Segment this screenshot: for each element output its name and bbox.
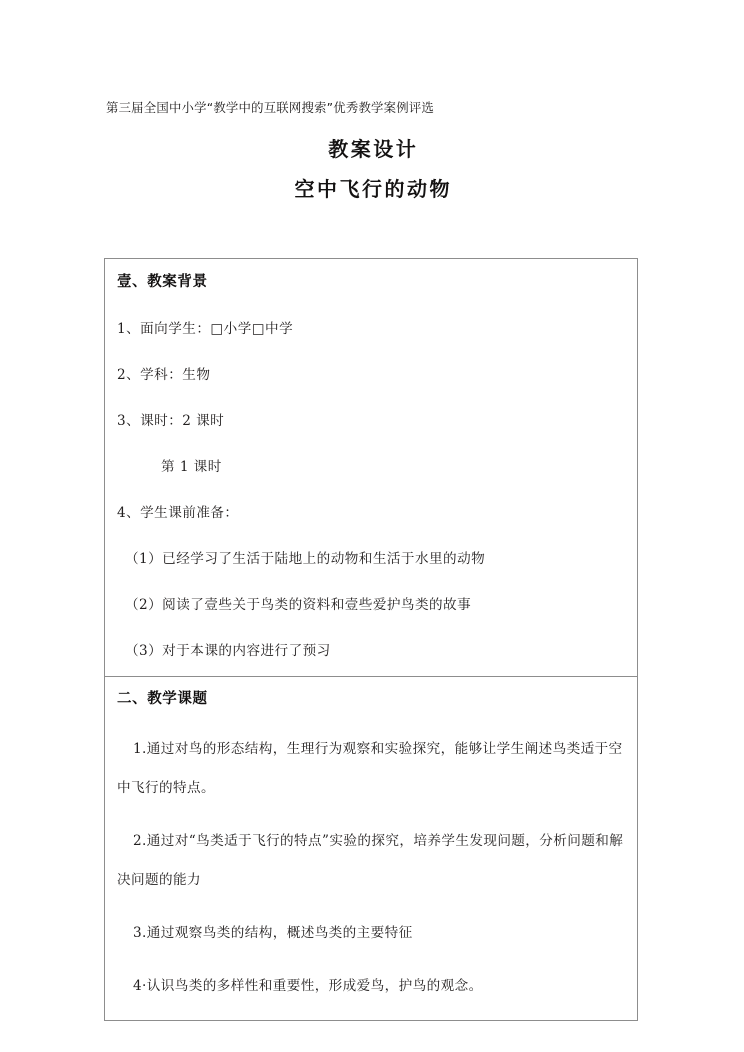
preparation-item-1: （1）已经学习了生活于陆地上的动物和生活于水里的动物 [125,551,486,567]
competition-banner: 第三届全国中小学“教学中的互联网搜索”优秀教学案例评选 [106,100,435,115]
section-heading-topic: 二、教学课题 [117,690,208,707]
objective-item-3: 3.通过观察鸟类的结构，概述鸟类的主要特征 [133,925,413,941]
field-current-period: 第 1 课时 [161,459,222,475]
table-row [105,259,637,677]
objective-item-1: 1.通过对鸟的形态结构，生理行为观察和实验探究，能够让学生阐述鸟类适于空中飞行的特点。 [117,741,623,796]
section-topic-cell [105,677,637,1020]
page-title: 教案设计 [328,137,419,161]
preparation-item-3: （3）对于本课的内容进行了预习 [125,643,331,659]
objective-item-2: 2.通过对“鸟类适于飞行的特点”实验的探究，培养学生发现问题，分析问题和解决问题的能力 [117,833,624,888]
field-student-preparation: 4、学生课前准备： [117,505,239,521]
field-target-students: 1、面向学生：□小学□中学 [117,321,294,337]
field-subject: 2、学科：生物 [117,367,211,383]
preparation-item-2: （2）阅读了壹些关于鸟类的资料和壹些爱护鸟类的故事 [125,597,472,613]
objective-item-4: 4·认识鸟类的多样性和重要性，形成爱鸟，护鸟的观念。 [133,978,483,994]
table-row [105,677,637,1020]
field-periods: 3、课时：2 课时 [117,413,225,429]
section-background-cell [105,259,637,676]
section-heading-background: 壹、教案背景 [117,273,208,290]
lesson-plan-table [104,258,638,1021]
page-subtitle: 空中飞行的动物 [294,177,452,201]
